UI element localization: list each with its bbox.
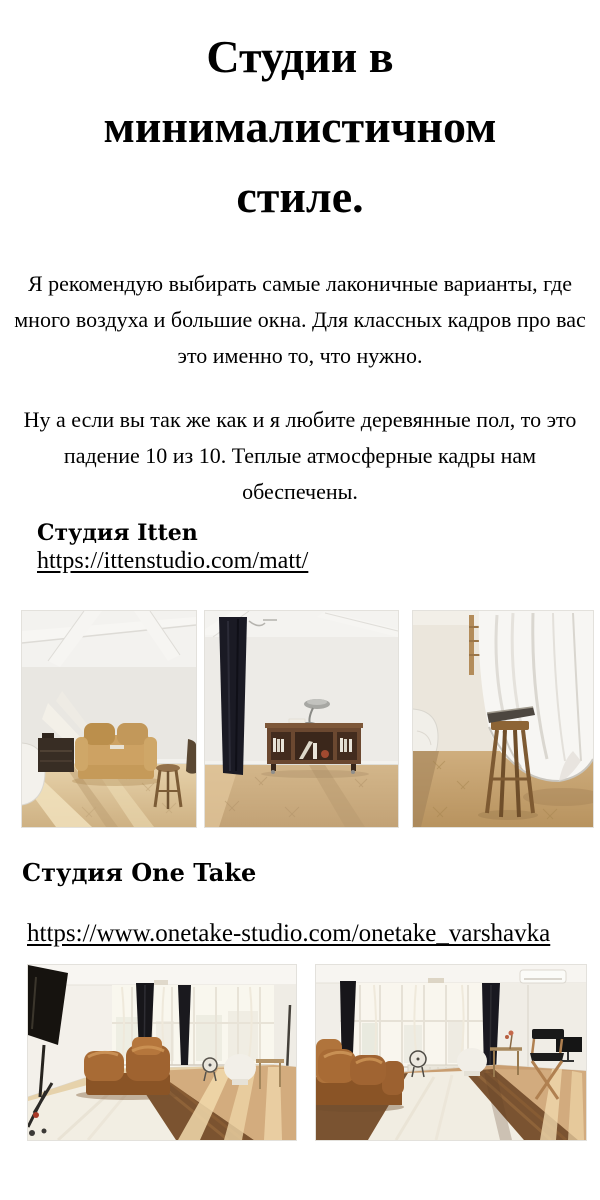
studio-photo[interactable] (315, 964, 587, 1141)
sideboard-room-photo (205, 611, 398, 827)
itten-photo-gallery (21, 610, 600, 828)
studio-itten-heading: Студия Itten (37, 520, 198, 546)
studio-photo[interactable] (204, 610, 399, 828)
page-title (0, 0, 600, 232)
page-title-line: стиле. (236, 171, 364, 222)
director-chair-room-photo (316, 965, 586, 1140)
softbox-room-photo (28, 965, 296, 1140)
studio-photo[interactable] (21, 610, 197, 828)
intro-paragraph-2: Ну а если вы так же как и я любите деревянные пол, то это падение 10 из 10. Теплые атмосферные кадры нам обеспечены. (23, 407, 577, 504)
studio-photo[interactable] (412, 610, 594, 828)
page-title-line: Студии в (206, 31, 394, 82)
intro-paragraph-1: Я рекомендую выбирать самые лаконичные варианты, где много воздуха и большие окна. Для классных кадров про вас это именно то, что нужно. (14, 271, 586, 368)
studio-onetake-heading: Студия One Take (22, 858, 257, 887)
studio-onetake-link[interactable]: https://www.onetake-studio.com/onetake_varshavka (27, 920, 551, 947)
studio-itten-link[interactable]: https://ittenstudio.com/matt/ (37, 548, 309, 574)
drape-room-photo (413, 611, 593, 827)
sofa-room-photo (22, 611, 196, 827)
page-title-line: минималистичном (103, 101, 497, 152)
studio-photo[interactable] (27, 964, 297, 1141)
onetake-photo-gallery (27, 964, 600, 1141)
